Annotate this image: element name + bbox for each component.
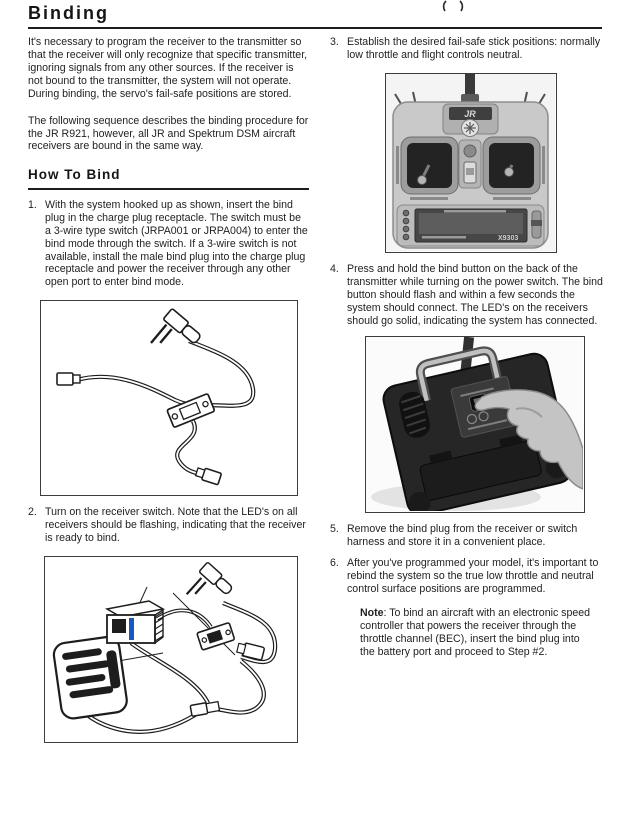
bind-button-press-photo — [366, 337, 583, 511]
step-text: Remove the bind plug from the receiver or switch harness and store it in a convenient place. — [347, 523, 578, 549]
model-label: X9303 — [498, 234, 519, 242]
step-number: 5. — [330, 523, 339, 536]
step-number: 2. — [28, 506, 37, 519]
step-number: 3. — [330, 36, 339, 48]
battery-pack-drawing — [52, 636, 128, 720]
inline-connector-pair — [190, 701, 219, 717]
right-column — [330, 36, 606, 659]
transmitter-front-photo — [386, 74, 555, 251]
note-text: : To bind an aircraft with an electronic speed controller that powers the receiver through the throttle channel (BEC), insert the bind plug into the battery port and proceed to Step #2. — [360, 607, 591, 658]
harness-wires — [77, 341, 253, 477]
step-item-4 — [330, 263, 606, 328]
note-label: Note — [360, 607, 384, 620]
brand-panel — [443, 104, 498, 137]
step-number: 6. — [330, 557, 339, 570]
intro-paragraph-1: It's necessary to program the receiver to the transmitter so that the receiver will only recognize that specific transmitter, ignoring signals from any other sources. If the receiver is not bound to the transmitter, the system will not operate. During binding, the servo's fail-safe positions are stored. — [28, 36, 308, 100]
step-text: Press and hold the bind button on the back of the transmitter while turning on the power switch. The bind button should flash and within a few seconds the system should connect. The LED's on the receivers should go solid, indicating the system has connected. — [347, 262, 603, 327]
right-gimbal — [483, 137, 545, 200]
receiver-drawing — [107, 601, 163, 643]
how-to-bind-heading: How To Bind — [28, 167, 309, 189]
lcd-panel — [397, 205, 544, 246]
bind-button-figure — [365, 336, 585, 513]
title-rule — [28, 27, 602, 29]
step-item-3 — [330, 36, 606, 62]
servo-connector-left — [57, 373, 80, 385]
step-text: Establish the desired fail-safe stick positions: normally low throttle and flight controls neutral. — [347, 36, 601, 61]
center-console — [459, 140, 481, 188]
brand-logo: JR — [464, 108, 476, 119]
antenna-tip-mark — [436, 0, 470, 12]
note-block — [360, 607, 596, 659]
left-gimbal — [396, 137, 458, 200]
step-item-5 — [330, 523, 606, 549]
receiver-hookup-figure — [44, 556, 298, 743]
bind-harness-figure — [40, 300, 298, 496]
bind-harness-drawing — [41, 301, 297, 494]
bind-plug-drawing — [146, 309, 202, 365]
step-text: With the system hooked up as shown, insert the bind plug in the charge plug receptacle. The switch must be a 3-wire type switch (JRPA001 or JRPA004) to enter the bind mode through the switch. If a 3-wire switch is not available, install the male bind plug into the charge plug receptacle and power the receiver through any other open port to enter bind mode. — [45, 198, 308, 289]
left-column — [28, 36, 309, 743]
switch-drawing — [197, 623, 235, 651]
step-text: After you've programmed your model, it's important to rebind the system so the true low throttle and neutral control surface positions are programmed. — [347, 557, 599, 596]
charge-connector — [236, 641, 264, 660]
transmitter-front-figure — [385, 73, 557, 253]
page-title: Binding — [28, 3, 109, 23]
receiver-hookup-drawing — [45, 557, 297, 742]
step-item-6 — [330, 557, 606, 596]
step-item-1 — [28, 199, 309, 289]
step-item-2 — [28, 506, 309, 545]
servo-connector-bottom — [195, 466, 222, 485]
step-text: Turn on the receiver switch. Note that the LED's on all receivers should be flashing, indicating that the receiver is ready to bind. — [45, 506, 306, 545]
step-number: 4. — [330, 262, 339, 275]
step-number: 1. — [28, 198, 37, 211]
intro-paragraph-2: The following sequence describes the binding procedure for the JR R921, however, all JR and Spektrum DSM aircraft receivers are bound in the same way. — [28, 114, 309, 153]
